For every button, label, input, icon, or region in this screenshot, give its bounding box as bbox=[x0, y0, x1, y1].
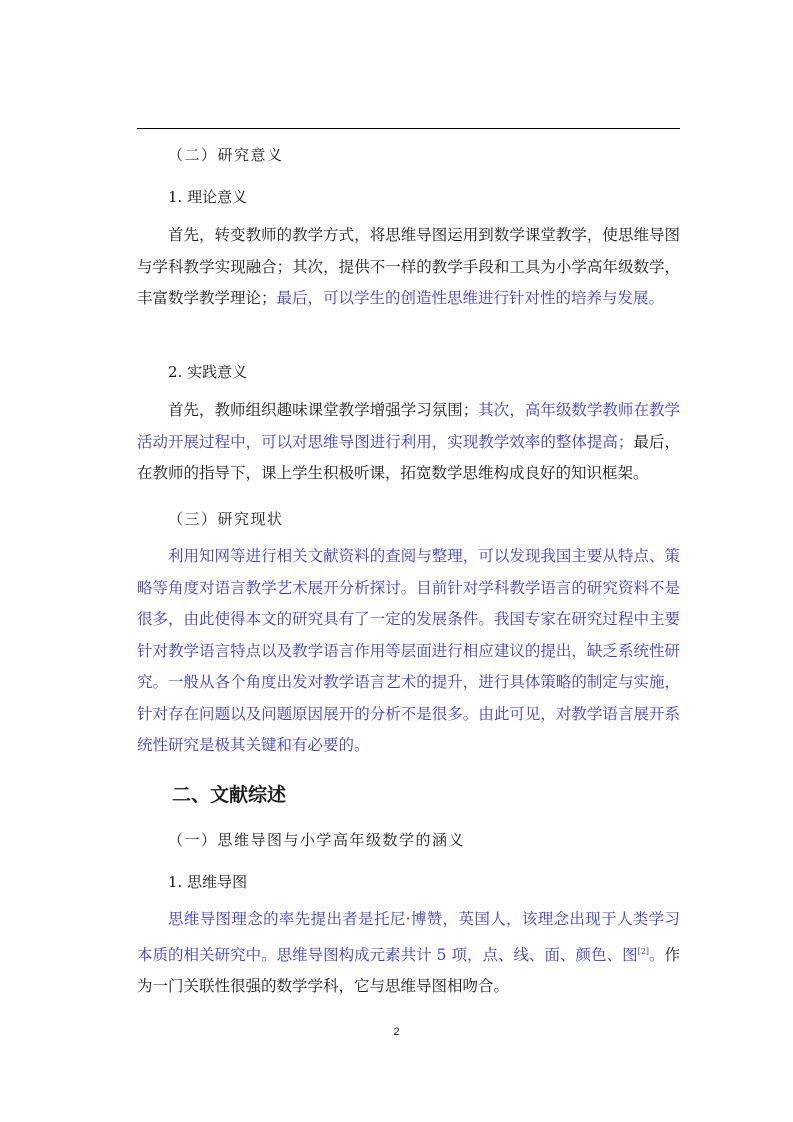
subheading-practice: 2. 实践意义 bbox=[168, 363, 248, 381]
paragraph-theory-highlight: 最后，可以学生的创造性思维进行针对性的培养与发展。 bbox=[276, 289, 665, 307]
citation-ref: [2] bbox=[637, 946, 649, 956]
paragraph-mindmap bbox=[137, 904, 680, 1003]
paragraph-practice-highlight: 其次，高年级数学教师在教学活动开展过程中，可以对思维导图进行利用，实现教学效率的整体提高； bbox=[137, 401, 680, 451]
header-rule bbox=[137, 128, 680, 129]
paragraph-mindmap-text: 作为一门关联性很强的数学学科，它与思维导图相吻合。 bbox=[137, 945, 680, 995]
paragraph-practice bbox=[137, 395, 680, 490]
section-heading-status: （三）研究现状 bbox=[168, 510, 284, 528]
section-heading-mindmap-meaning: （一）思维导图与小学高年级数学的涵义 bbox=[168, 831, 466, 849]
paragraph-practice-text-c: 最后，在教师的指导下，课上学生积极听课，拓宽数学思维构成良好的知识框架。 bbox=[137, 432, 680, 482]
paragraph-practice-text-a: 首先，教师组织趣味课堂教学增强学习氛围； bbox=[168, 401, 479, 419]
paragraph-mindmap-highlight: 思维导图理念的率先提出者是托尼·博赞，英国人，该理念出现于人类学习本质的相关研究中。思维导图构成元素共计 5 项，点、线、面、颜色、图 bbox=[137, 910, 680, 964]
chapter-heading-literature-review: 二、文献综述 bbox=[172, 784, 287, 806]
paragraph-mindmap-period: 。 bbox=[648, 945, 665, 964]
paragraph-theory-text: 首先，转变教师的教学方式，将思维导图运用到数学课堂教学，使思维导图与学科教学实现融合；其次，提供不一样的教学手段和工具为小学高年级数学，丰富数学教学理论； bbox=[137, 226, 680, 307]
subheading-mindmap: 1. 思维导图 bbox=[168, 873, 248, 891]
subheading-theory: 1. 理论意义 bbox=[168, 188, 248, 206]
page-number: 2 bbox=[393, 1026, 400, 1038]
paragraph-status: 利用知网等进行相关文献资料的查阅与整理，可以发现我国主要从特点、策略等角度对语言教学艺术展开分析探讨。目前针对学科教学语言的研究资料不是很多，由此使得本文的研究具有了一定的发展条件。我国专家在研究过程中主要针对教学语言特点以及教学语言作用等层面进行相应建议的提出，缺乏系统性研究。一般从各个角度出发对教学语言艺术的提升，进行具体策略的制定与实施，针对存在问题以及问题原因展开的分析不是很多。由此可见，对教学语言展开系统性研究是极其关键和有必要的。 bbox=[137, 547, 680, 754]
section-heading-significance: （二）研究意义 bbox=[168, 146, 284, 164]
paragraph-theory bbox=[137, 220, 680, 315]
